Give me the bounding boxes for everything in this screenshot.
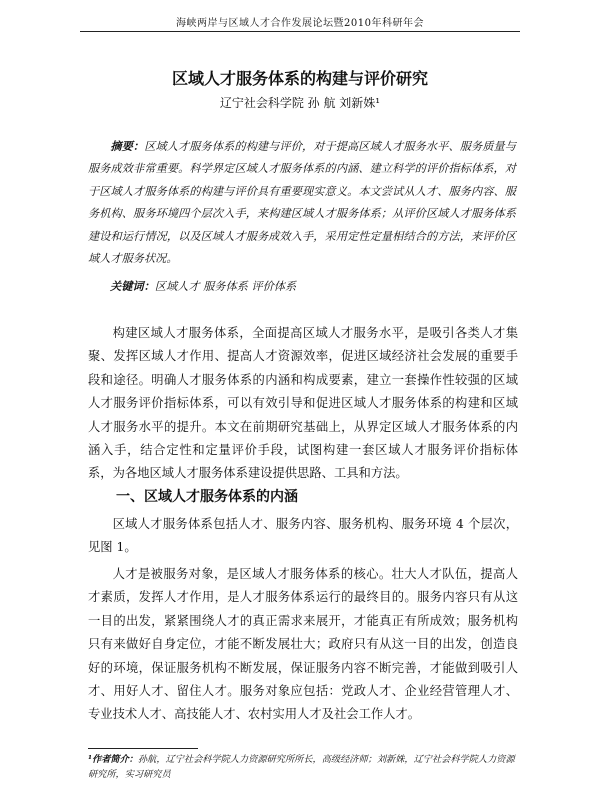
abstract-text: 区域人才服务体系的构建与评价，对于提高区域人才服务水平、服务质量与服务成效非常重要。科学界定区域人才服务体系的内涵、建立科学的评价指标体系，对于区域人才服务体系的构建与评价具有重要现实意义。本文尝试从人才、服务内容、服务机构、服务环境四个层次入手，来构建区域人才服务体系；从评价区域人才服务体系建设和运行情况，以及区域人才服务成效入手，采用定性定量相结合的方法，来评价区域人才服务状况。 — [88, 140, 516, 266]
intro-paragraph: 构建区域人才服务体系，全面提高区域人才服务水平，是吸引各类人才集聚、发挥区域人才作用、提高人才资源效率，促进区域经济社会发展的重要手段和途径。明确人才服务体系的内涵和构成要素，建立一套操作性较强的区域人才服务评价指标体系，可以有效引导和促进区域人才服务体系的构建和区域人才服务水平的提升。本文在前期研究基础上，从界定区域人才服务体系的内涵入手，结合定性和定量评价手段，试图构建一套区域人才服务评价指标体系，为各地区域人才服务体系建设提供思路、工具和方法。 — [88, 326, 518, 481]
section-paragraph: 人才是被服务对象，是区域人才服务体系的核心。壮大人才队伍，提高人才素质，发挥人才作用，是人才服务体系运行的最终目的。服务内容只有从这一目的出发，紧紧围绕人才的真正需求来展开，才能真正有所成效；服务机构只有来做好自身定位，才能不断发展壮大；政府只有从这一目的出发，创造良好的环境，保证服务机构不断发展，保证服务内容不断完善，才能做到吸引人才、用好人才、留住人才。服务对象应包括：党政人才、企业经营管理人才、专业技术人才、高技能人才、农村实用人才及社会工作人才。 — [88, 567, 518, 722]
running-head: 海峡两岸与区域人才合作发展论坛暨2010年科研年会 — [176, 18, 424, 29]
section-heading: 一、区域人才服务体系的内涵 — [116, 489, 298, 505]
keywords — [110, 277, 510, 296]
footnote-text: 孙航，辽宁社会科学院人力资源研究所所长，高级经济师；刘新姝，辽宁社会科学院人力资源研究所，实习研究员 — [88, 754, 515, 780]
abstract — [88, 135, 516, 270]
keywords-text: 区域人才 服务体系 评价体系 — [154, 280, 297, 293]
author-footnote — [88, 752, 518, 782]
header-rule — [80, 31, 520, 32]
paper-authors: 辽宁社会科学院 孙 航 刘新姝¹ — [219, 96, 381, 110]
abstract-label: 摘要： — [110, 139, 145, 153]
paper-title: 区域人才服务体系的构建与评价研究 — [171, 69, 428, 88]
section-paragraph: 区域人才服务体系包括人才、服务内容、服务机构、服务环境 4 个层次，见图 1。 — [88, 517, 518, 555]
keywords-label: 关键词： — [110, 279, 155, 293]
footnote-label: ¹作者简介： — [88, 754, 138, 765]
footnote-rule — [88, 748, 198, 749]
